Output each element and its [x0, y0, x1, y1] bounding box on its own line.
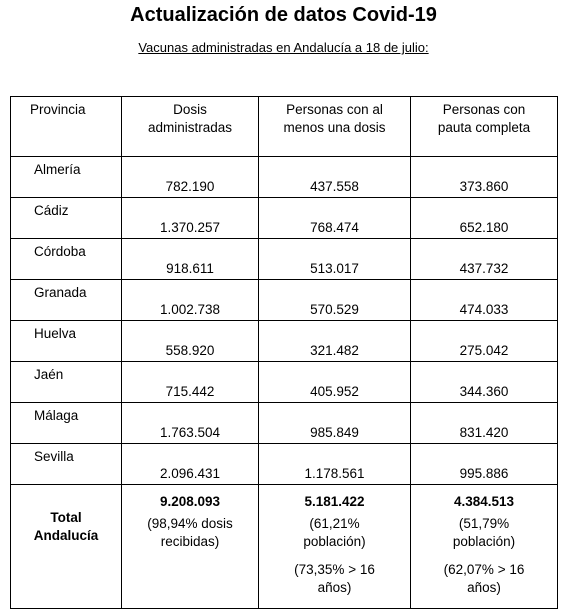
- total-pauta-note-16: (62,07% > 16 años): [443, 562, 525, 595]
- total-label: Total Andalucía: [11, 485, 122, 609]
- total-dosis-value: 9.208.093: [159, 494, 221, 509]
- total-pauta-cell: [411, 485, 558, 609]
- cell-dosis: 2.096.431: [122, 444, 259, 485]
- cell-provincia: Sevilla: [11, 444, 122, 485]
- cell-una-dosis: 570.529: [259, 280, 411, 321]
- cell-dosis: 715.442: [122, 362, 259, 403]
- page-title: Actualización de datos Covid-19: [130, 4, 437, 26]
- table-row: [11, 157, 558, 198]
- total-dosis-note: (98,94% dosis recibidas): [147, 516, 233, 549]
- cell-provincia: Almería: [11, 157, 122, 198]
- header-personas-una-dosis: Personas con al menos una dosis: [259, 97, 411, 157]
- header-pauta-completa: Personas con pauta completa: [411, 97, 558, 157]
- cell-una-dosis: 437.558: [259, 157, 411, 198]
- total-una-dosis-note: (61,21% población): [303, 516, 366, 549]
- table-row: [11, 403, 558, 444]
- cell-una-dosis: 985.849: [259, 403, 411, 444]
- cell-pauta: 275.042: [411, 321, 558, 362]
- cell-dosis: 558.920: [122, 321, 259, 362]
- cell-provincia: Cádiz: [11, 198, 122, 239]
- cell-provincia: Jaén: [11, 362, 122, 403]
- cell-pauta: 652.180: [411, 198, 558, 239]
- cell-dosis: 782.190: [122, 157, 259, 198]
- cell-pauta: 995.886: [411, 444, 558, 485]
- table-row: [11, 321, 558, 362]
- table-row: [11, 362, 558, 403]
- cell-dosis: 918.611: [122, 239, 259, 280]
- total-una-dosis-cell: [259, 485, 411, 609]
- table-row: [11, 198, 558, 239]
- page-subtitle: Vacunas administradas en Andalucía a 18 de julio:: [138, 40, 429, 55]
- cell-provincia: Córdoba: [11, 239, 122, 280]
- cell-dosis: 1.763.504: [122, 403, 259, 444]
- vaccination-table: [10, 96, 558, 609]
- total-una-dosis-value: 5.181.422: [304, 494, 365, 509]
- header-dosis-administradas: Dosis administradas: [122, 97, 259, 157]
- cell-provincia: Málaga: [11, 403, 122, 444]
- table-row: [11, 239, 558, 280]
- table-row: [11, 444, 558, 485]
- table-row: [11, 280, 558, 321]
- cell-dosis: 1.002.738: [122, 280, 259, 321]
- cell-una-dosis: 321.482: [259, 321, 411, 362]
- cell-dosis: 1.370.257: [122, 198, 259, 239]
- total-row: [11, 485, 558, 609]
- cell-pauta: 373.860: [411, 157, 558, 198]
- cell-una-dosis: 513.017: [259, 239, 411, 280]
- cell-pauta: 831.420: [411, 403, 558, 444]
- cell-provincia: Huelva: [11, 321, 122, 362]
- total-pauta-note: (51,79% población): [452, 516, 516, 549]
- cell-pauta: 344.360: [411, 362, 558, 403]
- cell-una-dosis: 768.474: [259, 198, 411, 239]
- cell-pauta: 474.033: [411, 280, 558, 321]
- cell-pauta: 437.732: [411, 239, 558, 280]
- table-header-row: [11, 97, 558, 157]
- cell-una-dosis: 405.952: [259, 362, 411, 403]
- header-provincia: Provincia: [11, 97, 122, 157]
- total-una-dosis-note-16: (73,35% > 16 años): [294, 562, 375, 595]
- cell-provincia: Granada: [11, 280, 122, 321]
- total-pauta-value: 4.384.513: [453, 494, 515, 509]
- cell-una-dosis: 1.178.561: [259, 444, 411, 485]
- total-dosis-cell: [122, 485, 259, 609]
